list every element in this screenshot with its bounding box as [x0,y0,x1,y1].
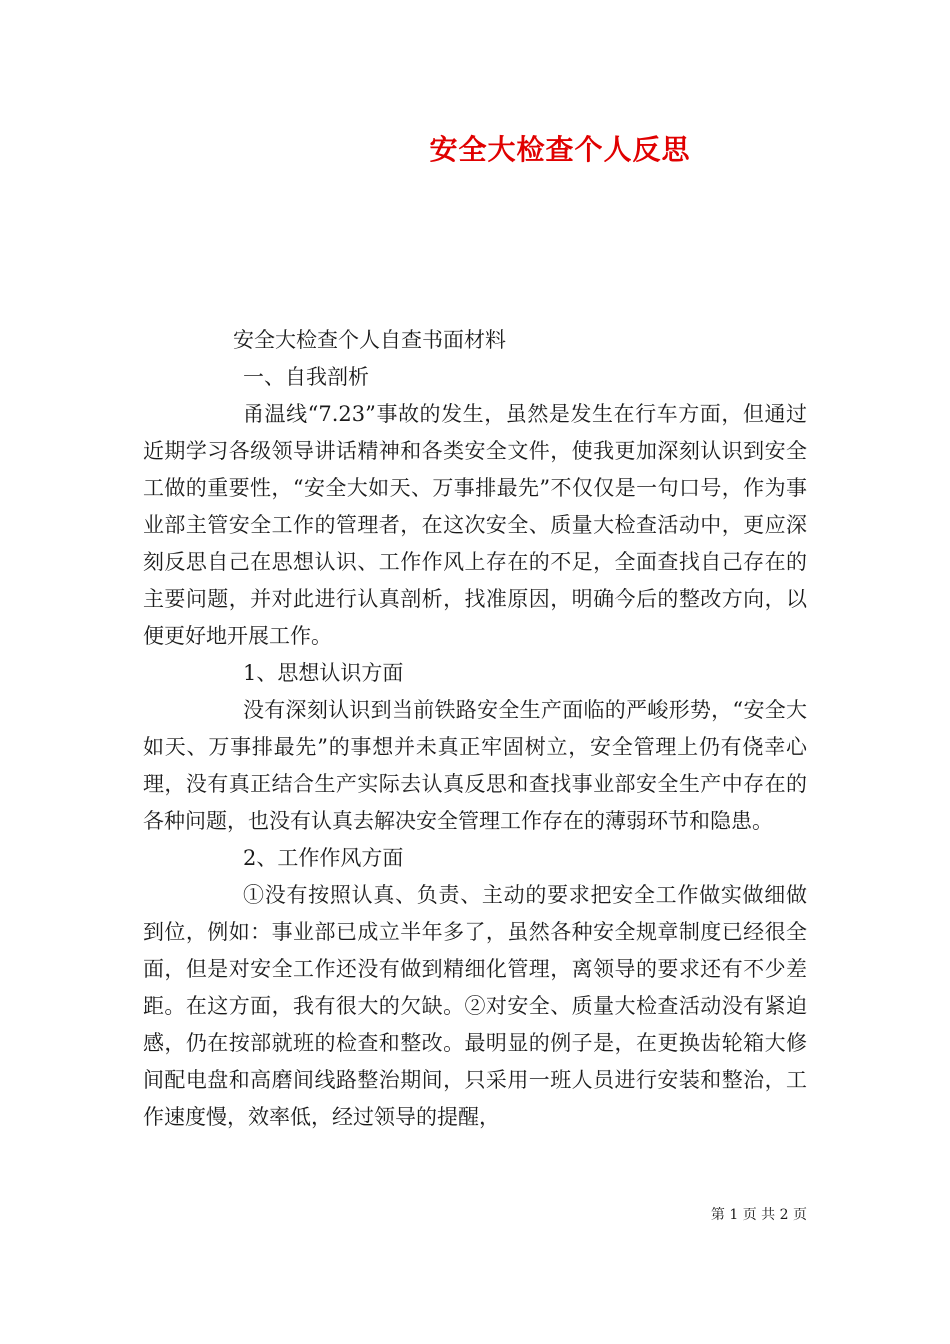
item2-heading: 2、工作作风方面 [243,846,404,870]
intro-paragraph: 甬温线“7.23”事故的发生，虽然是发生在行车方面，但通过近期学习各级领导讲话精神和各类安全文件，使我更加深刻认识到安全工做的重要性，“安全大如天、万事排最先”不仅仅是一句口号，作为事业部主管安全工作的管理者，在这次安全、质量大检查活动中，更应深刻反思自己在思想认识、工作作风上存在的不足，全面查找自己存在的主要问题，并对此进行认真剖析，找准原因，明确今后的整改方向，以便更好地开展工作。 [143,402,807,648]
document-subtitle: 安全大检查个人自查书面材料 [233,328,506,352]
item2-paragraph: ①没有按照认真、负责、主动的要求把安全工作做实做细做到位，例如：事业部已成立半年多了，虽然各种安全规章制度已经很全面，但是对安全工作还没有做到精细化管理，离领导的要求还有不少差距。在这方面，我有很大的欠缺。②对安全、质量大检查活动没有紧迫感，仍在按部就班的检查和整改。最明显的例子是，在更换齿轮箱大修间配电盘和高磨间线路整治期间，只采用一班人员进行安装和整治，工作速度慢，效率低，经过领导的提醒， [143,883,807,1129]
page-number: 第 1 页 共 2 页 [710,1207,807,1223]
document-body [143,322,807,1136]
section-heading: 一、自我剖析 [243,365,369,389]
item1-paragraph: 没有深刻认识到当前铁路安全生产面临的严峻形势，“安全大如天、万事排最先”的事想并未真正牢固树立，安全管理上仍有侥幸心理，没有真正结合生产实际去认真反思和查找事业部安全生产中存在的各种问题，也没有认真去解决安全管理工作存在的薄弱环节和隐患。 [143,698,807,833]
page-title: 安全大检查个人反思 [429,133,691,166]
item1-heading: 1、思想认识方面 [243,661,404,685]
